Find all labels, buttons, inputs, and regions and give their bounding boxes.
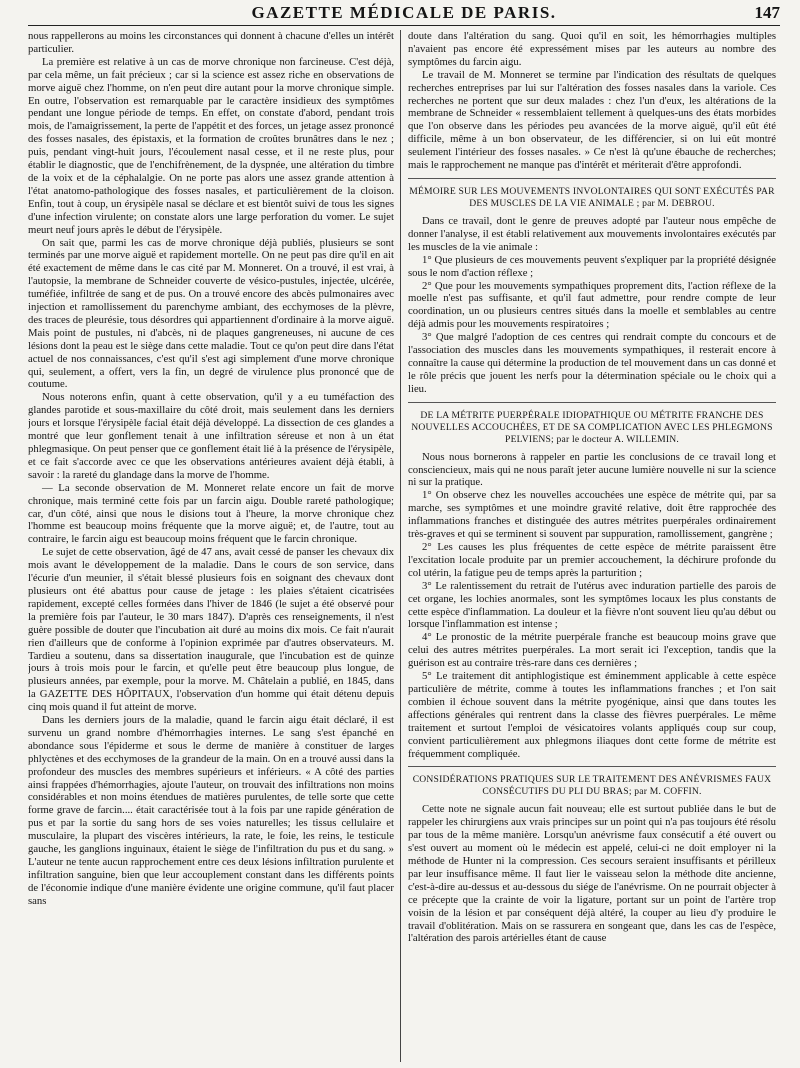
paragraph: On sait que, parmi les cas de morve chronique déjà publiés, plusieurs se sont terminés par une morve aiguë et rapidement mortelle. On ne peut pas dire qu'il en ait été exactement de même dans le cas cité par M. Monneret. On a trouvé, il est vrai, à l'autopsie, la membrane de Schneider couverte de vésico-pustules, injectée, ulcérée, tuméfiée, infiltrée de sang et de pus. On a trouvé encore des abcès pulmonaires avec injection et ramollissement du parenchyme ambiant, des ecchymoses de la plèvre, des traces de pleurésie, tous désordres qui appartiennent d'ordinaire à la morve aiguë. Mais point de pustules, ni d'abcès, ni de plaques gangreneuses, ni aucune de ces lésions dont la peau est le siège dans cette maladie. Tout ce qu'on peut dire dans l'état actuel de nos connaissances, c'est qu'il s'est agi simplement d'une morve chronique qui, seulement, a offert, vers la fin, un degré de virulence plus prononcé que de coutume.	[28, 236, 394, 391]
paragraph: Cette note ne signale aucun fait nouveau; elle est surtout publiée dans le but de rappeler les chirurgiens aux vrais principes sur un point qui n'a pas toujours été résolu par tous de la même manière. Lorsqu'un anévrisme faux consécutif a été ouvert ou s'est ouvert au moment où le médecin est appelé, celui-ci ne doit employer ni la méthode de Hunter ni la compression. Ces secours seraient insuffisants et périlleux par leur insuffisance même. Il faut lier le vaisseau selon la méthode dite ancienne, c'est-à-dire au-dessus et au-dessous du siége de l'anévrisme. On ne pourrait objecter à ce précepte que la crainte de voir la ligature, portant sur un point de l'artère trop voisin de la lésion et par conséquent déjà altéré, la couper au lieu d'y produire le travail d'oblitération. Mais on se rassurera en songeant que, dans les cas de l'espèce, l'altération des parois artérielles étant de cause	[408, 803, 776, 945]
paragraph: Le sujet de cette observation, âgé de 47 ans, avait cessé de panser les chevaux dix mois avant le développement de la maladie. Dans le cours de son service, dans l'écurie d'un meunier, il s'était blessé plusieurs fois en soignant des chevaux dont plusieurs ont été abattus pour cause de jetage : les plaies s'étaient cicatrisées rapidement, excepté celles formées dans l'hiver de 1846 (le sujet a été observé pour la première fois par l'auteur, le 30 mars 1847). D'après ces renseignements, il n'est guère possible de douter que l'incubation ait duré au moins dix mois. Ce fait n'aurait rien d'ailleurs que de conforme à l'opinion exprimée par d'autres observateurs. M. Tardieu a soutenu, dans sa dissertation inaugurale, que l'incubation est de quinze jours à trois mois pour le farcin, et qu'elle peut être beaucoup plus longue, de plusieurs années, par exemple, pour la morve. M. Châtelain a publié, en 1845, dans la GAZETTE DES HÔPITAUX, l'observation d'un homme qui était détenu depuis cinq mois quand il fut atteint de morve.	[28, 546, 394, 714]
journal-title: GAZETTE MÉDICALE DE PARIS.	[251, 3, 557, 22]
paragraph: Le travail de M. Monneret se termine par l'indication des résultats de quelques recherches entreprises par lui sur l'altération des fosses nasales dans la variole. Ces recherches ne portent que sur deux malades : chez l'un d'eux, les altérations de la membrane de Schneider « ressemblaient tellement à quelques-uns des états morbides que l'on observe dans les périodes peu avancées de la morve aiguë, qu'il eût été difficile, même à un bon observateur, de les différencier, si on lui eût montré seulement l'intérieur des fosses nasales. » Ce n'est là qu'une ébauche de recherches; mais le rapprochement ne manque pas d'intérêt et mériterait d'être approfondi.	[408, 68, 776, 172]
page-header	[28, 3, 780, 26]
paragraph: La première est relative à un cas de morve chronique non farcineuse. C'est déjà, par cela même, un fait précieux ; car si la science est assez riche en observations de morve aiguë chez l'homme, on n'en peut dire autant pour la morve chronique simple. En outre, l'observation est remarquable par le caractère insidieux des symptômes pendant une longue période de temps. En effet, on constate d'abord, pendant trois mois, de l'amaigrissement, la perte de l'appétit et des forces, un jetage assez prononcé des fosses nasales, des épistaxis, et la formation de croûtes brunâtres dans le nez ; puis, pendant vingt-huit jours, l'écoulement nasal cesse, et il ne reste plus, pour établir le diagnostic, que de l'enchifrènement, de la dyspnée, une altération du timbre de la voix et de la céphalalgie. On ne porte pas alors une assez grande attention à l'état anatomo-pathologique des fosses nasales, et particulièrement de la cloison. Enfin, tout à coup, un érysipèle nasal se déclare et est bientôt suivi de tous les signes d'une infection virulente; on constate alors une large perforation du vomer. Le sujet meurt neuf jours après le début de l'érysipèle.	[28, 55, 394, 236]
paragraph: Dans les derniers jours de la maladie, quand le farcin aigu était déclaré, il est survenu un grand nombre d'hémorrhagies internes. Le sang s'est épanché en abondance sous l'épiderme et sous le derme de manière à constituer de larges phlyctènes et des ecchymoses de la grandeur de la main. On en a trouvé aussi dans la profondeur des muscles des membres supérieurs et inférieurs. « A côté des parties ainsi frappées d'hémorrhagies, ajoute l'auteur, on trouvait des infiltrations non moins considérables et non moins étendues de matières purulentes, de telle sorte que cette forme grave de farcin.... était caractérisée tout à la fois par une rapide génération de pus et par la sortie du sang hors de ses voies naturelles; les tissus cellulaire et musculaire, la plupart des viscères intérieurs, la rate, le foie, les reins, le testicule gauche, les ganglions inguinaux, étaient le siège de l'infiltration du pus et du sang. » L'auteur ne tente aucun rapprochement entre ces deux lésions infiltration purulente et infiltration sanguine, bien que leur accouplement constant dans les différents points de l'économie indique d'une manière évidente une origine commune, qu'il faut placer sans	[28, 714, 394, 907]
paragraph: Nous noterons enfin, quant à cette observation, qu'il y a eu tuméfaction des glandes parotide et sous-maxillaire du côté droit, mais seulement dans les derniers jours et lorsque l'érysipèle facial était déjà développé. La dissection de ces glandes a montré que leur gonflement tenait à une infiltration séreuse et non à un état phlegmasique. On peut penser que ce gonflement était lié à la présence de l'érysipèle, et ce fait s'accorde avec ce que les observations antérieures avaient déjà établi, à savoir : la rareté du glandage dans la morve de l'homme.	[28, 391, 394, 481]
section-title-debrou: MÉMOIRE SUR LES MOUVEMENTS INVOLONTAIRES QUI SONT EXÉCUTÉS PAR DES MUSCLES DE LA VIE ANIMALE ; par M. DEBROU.	[409, 185, 775, 209]
right-column	[408, 30, 776, 1064]
section-divider	[408, 178, 776, 179]
paragraph: 2° Les causes les plus fréquentes de cette espèce de métrite paraissent être l'excitation locale produite par un premier accouchement, la déchirure profonde du col utérin, la fatigue peu de temps après la parturition ;	[408, 541, 776, 579]
paragraph: doute dans l'altération du sang. Quoi qu'il en soit, les hémorrhagies multiples n'avaient pas encore été expressément mises par les auteurs au nombre des symptômes du farcin aigu.	[408, 30, 776, 68]
column-divider	[400, 30, 401, 1062]
page-number: 147	[754, 3, 780, 22]
paragraph: 3° Le ralentissement du retrait de l'utérus avec induration partielle des parois de cet organe, les lochies anormales, sont les symptômes locaux les plus constants de cette espèce d'inflammation. La douleur et la fièvre n'ont souvent lieu qu'au début ou lorsque l'inflammation est intense ;	[408, 579, 776, 631]
paragraph: 1° On observe chez les nouvelles accouchées une espèce de métrite qui, par sa marche, ses symptômes et une moindre gravité relative, doit être rapprochée des inflammations franches et distinguée des autres métrites puerpérales ordinairement très-graves et qui se terminent si souvent par suppuration, ramollissement, gangrène ;	[408, 489, 776, 541]
section-divider	[408, 402, 776, 403]
paragraph: 3° Que malgré l'adoption de ces centres qui rendrait compte du concours et de l'association des muscles dans les mouvements sympathiques, il resterait encore à connaître la cause qui détermine la production de tel mouvement dans un cas donné et le rôle précis que jouent les nerfs pour la détermination spéciale ou le choix qui a lieu.	[408, 331, 776, 395]
paragraph: — La seconde observation de M. Monneret relate encore un fait de morve chronique, mais terminé cette fois par un farcin aigu. Double rareté pathologique; car, d'un côté, ainsi que nous le disions tout à l'heure, la morve chronique chez l'homme est beaucoup moins fréquente que la morve aiguë; et, de l'autre, tout au contraire, le farcin aigu est beaucoup moins fréquent que le farcin chronique.	[28, 481, 394, 546]
paragraph: Nous nous bornerons à rappeler en partie les conclusions de ce travail long et consciencieux, mais qui ne nous paraît jeter aucune lumière nouvelle ni sur la science ni sur la pratique.	[408, 450, 776, 489]
left-column	[28, 30, 394, 1064]
paragraph: 1° Que plusieurs de ces mouvements peuvent s'expliquer par la propriété désignée sous le nom d'action réflexe ;	[408, 253, 776, 279]
paragraph: nous rappellerons au moins les circonstances qui donnent à chacune d'elles un intérêt particulier.	[28, 30, 394, 55]
paragraph: 5° Le traitement dit antiphlogistique est éminemment applicable à cette espèce particulière de métrite, comme à toutes les inflammations franches ; et l'on sait combien il échoue souvent dans la métrite pyogénique, ainsi que dans toutes les affections générales qui rentrent dans la classe des fièvres puerpérales. Le même traitement et surtout l'emploi de vésicatoires volants appliqués coup sur coup, convient particulièrement aux phlegmons iliaques dont cette forme de métrite est fréquemment compliquée.	[408, 670, 776, 760]
section-title-coffin: CONSIDÉRATIONS PRATIQUES SUR LE TRAITEMENT DES ANÉVRISMES FAUX CONSÉCUTIFS DU PLI DU BRAS; par M. COFFIN.	[412, 774, 772, 798]
section-divider	[408, 766, 776, 767]
section-title-willemin: DE LA MÉTRITE PUERPÉRALE IDIOPATHIQUE OU MÉTRITE FRANCHE DES NOUVELLES ACCOUCHÉES, ET DE SA COMPLICATION AVEC LES PHLEGMONS PELVIENS; par le docteur A. WILLEMIN.	[411, 409, 773, 445]
paragraph: 4° Le pronostic de la métrite puerpérale franche est beaucoup moins grave que celui des autres métrites puerpérales. La mort serait ici l'exception, tandis que la guérison est au contraire très-rare dans ces dernières ;	[408, 631, 776, 670]
paragraph: Dans ce travail, dont le genre de preuves adopté par l'auteur nous empêche de donner l'analyse, il est établi relativement aux mouvements involontaires exécutés par les muscles de la vie animale :	[408, 214, 776, 253]
paragraph: 2° Que pour les mouvements sympathiques proprement dits, l'action réflexe de la moelle n'est pas suffisante, et qu'il faut admettre, pour rendre compte de leur coordination, un ou plusieurs centres situés dans la moelle et semblables au centre déjà admis pour les mouvements respiratoires ;	[408, 279, 776, 331]
